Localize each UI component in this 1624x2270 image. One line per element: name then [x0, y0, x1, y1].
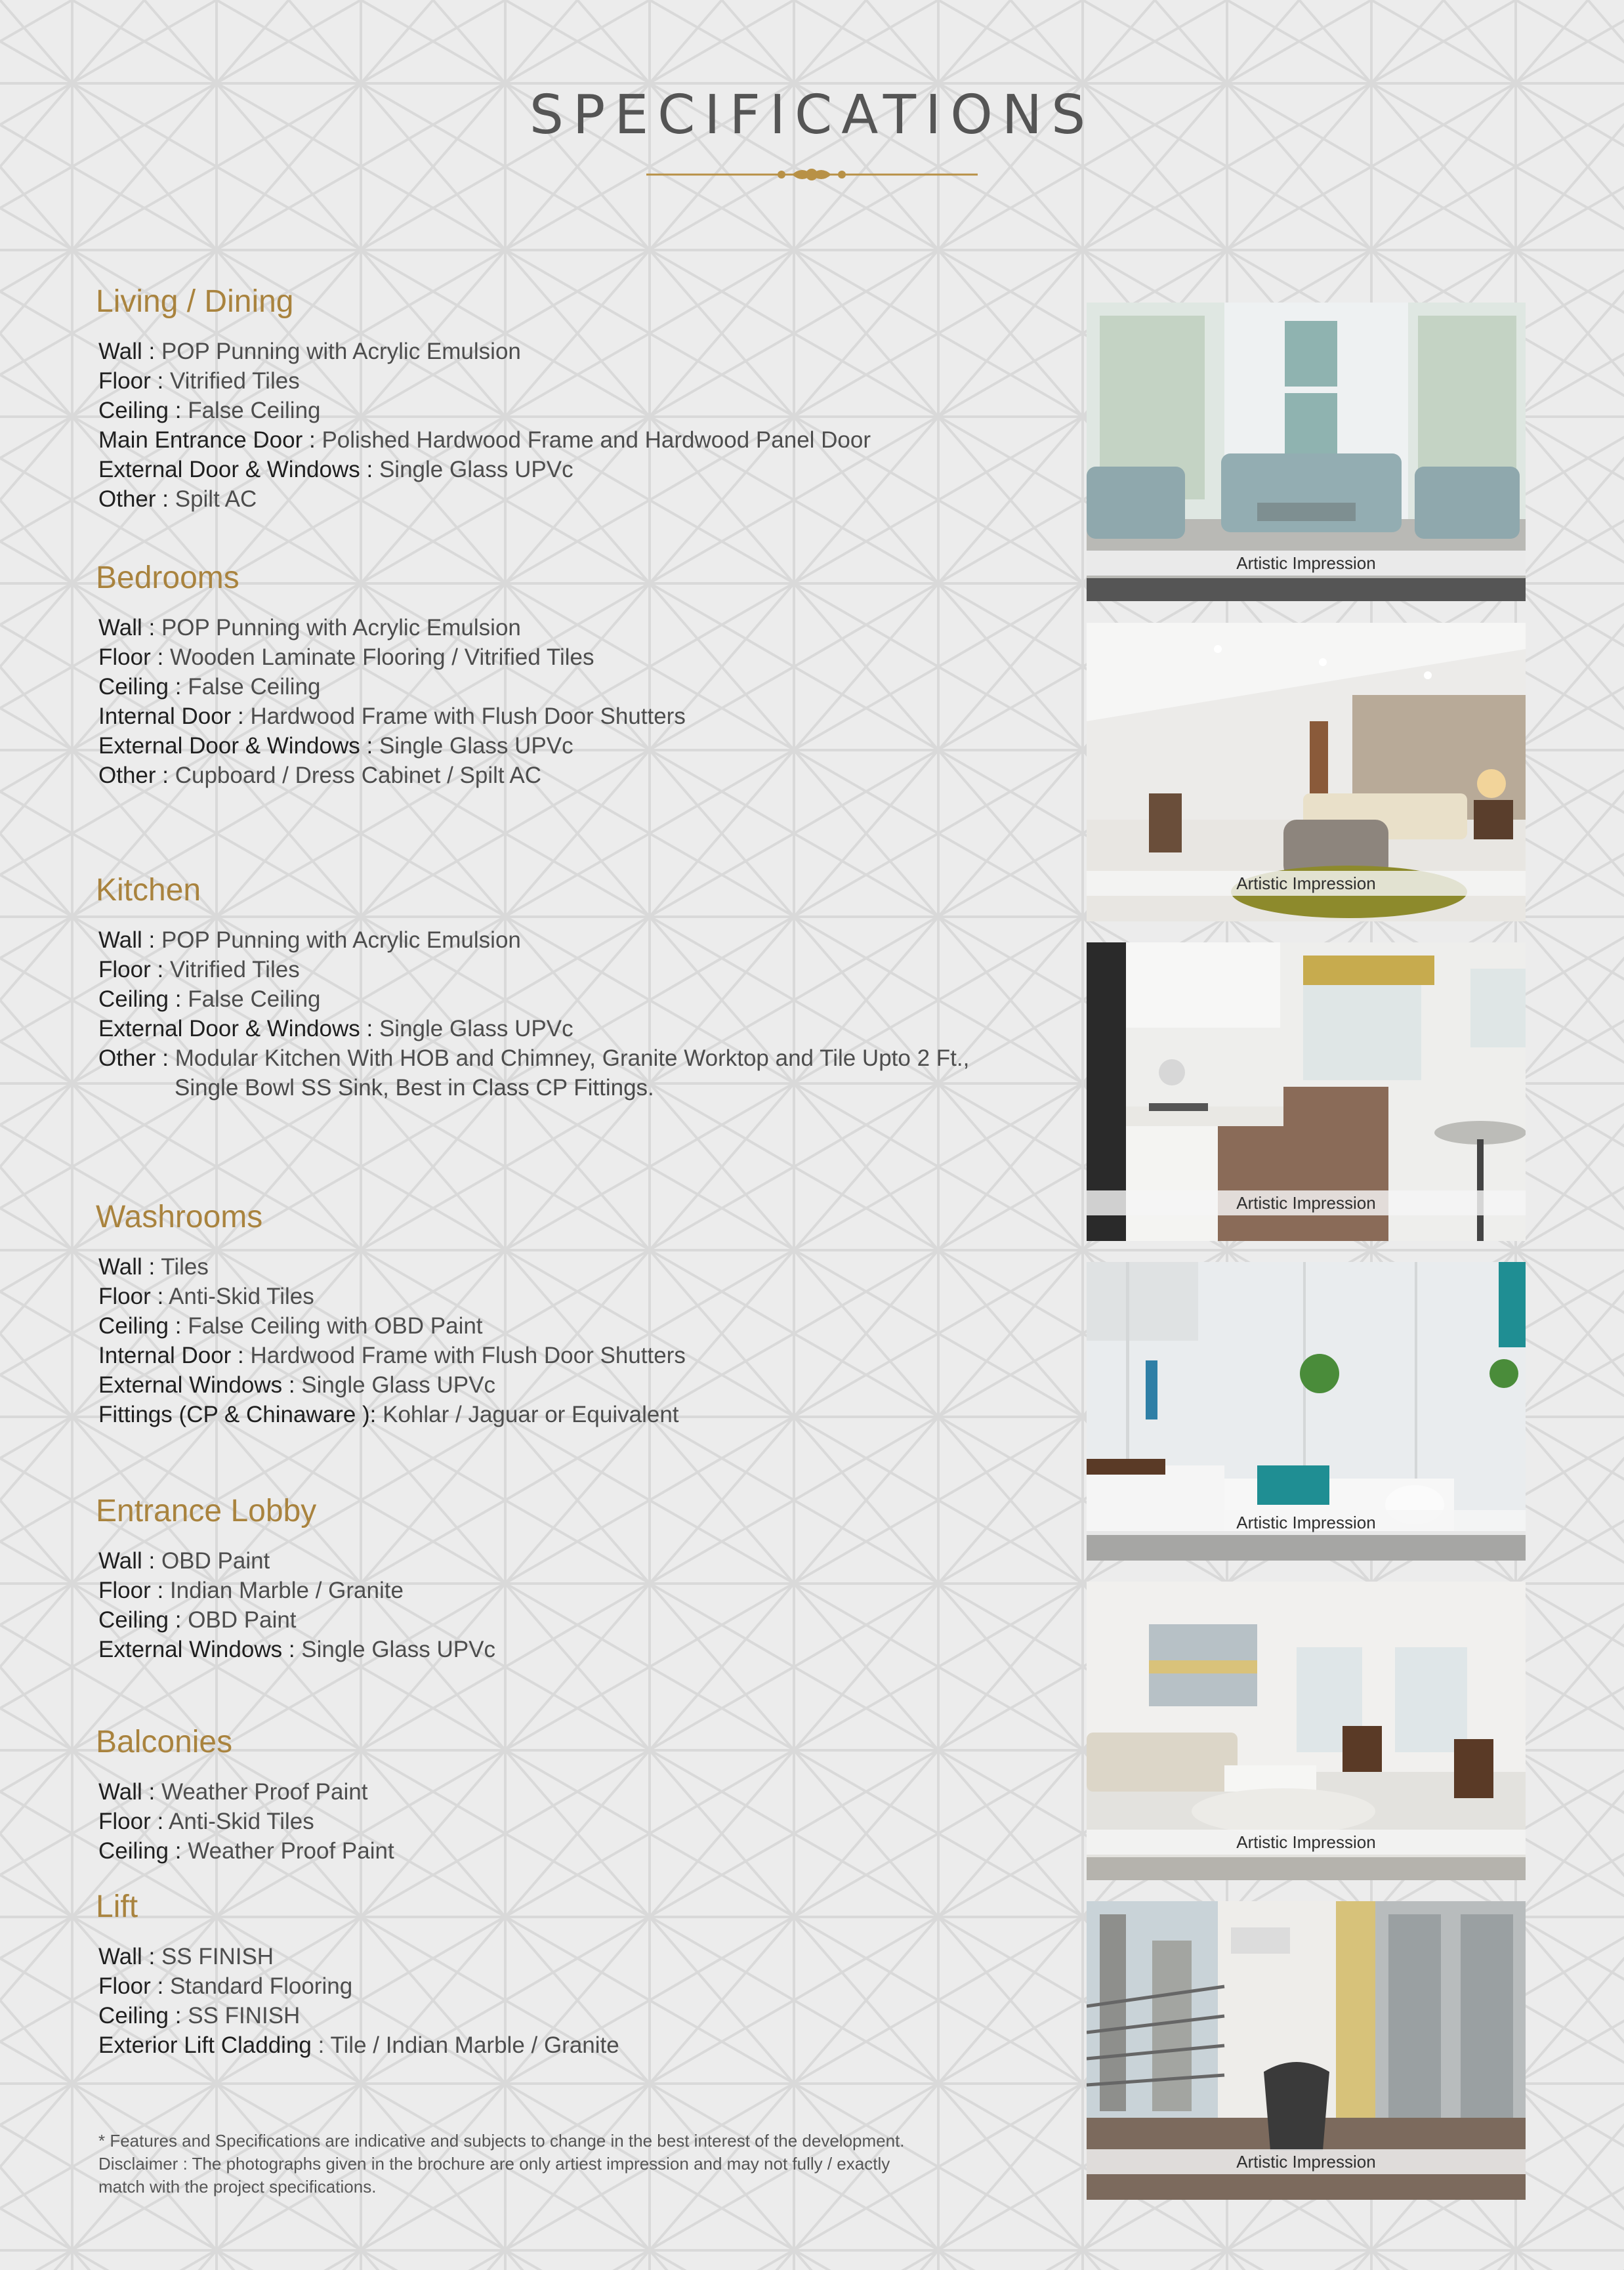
spec-line: Wall : Weather Proof Paint — [98, 1779, 368, 1805]
section-heading: Bedrooms — [96, 560, 239, 595]
photo-caption: Artistic Impression — [1087, 2149, 1526, 2174]
spec-line: External Door & Windows : Single Glass UPVc — [98, 457, 573, 482]
spec-line: Ceiling : Weather Proof Paint — [98, 1838, 394, 1864]
photo-caption: Artistic Impression — [1087, 1510, 1526, 1535]
spec-line: Ceiling : False Ceiling — [98, 398, 321, 423]
section-lift — [96, 1889, 1028, 2060]
spec-line: Internal Door : Hardwood Frame with Flush Door Shutters — [98, 704, 686, 729]
photo-lounge — [1087, 1582, 1526, 1880]
photo-living-room — [1087, 303, 1526, 601]
spec-line: Floor : Standard Flooring — [98, 1973, 353, 1999]
spec-line: Ceiling : False Ceiling — [98, 674, 321, 700]
section-bedrooms — [96, 560, 1028, 790]
section-heading: Living / Dining — [96, 284, 294, 319]
section-heading: Washrooms — [96, 1200, 263, 1234]
footnote-line: match with the project specifications. — [98, 2177, 377, 2196]
photo-bedroom — [1087, 623, 1526, 921]
spec-line: Wall : SS FINISH — [98, 1944, 274, 1969]
spec-line: Wall : POP Punning with Acrylic Emulsion — [98, 927, 521, 953]
spec-line: Wall : POP Punning with Acrylic Emulsion — [98, 615, 521, 641]
section-heading: Lift — [96, 1889, 138, 1924]
footnote-line: Disclaimer : The photographs given in the brochure are only artiest impression and may not fully / exactly — [98, 2154, 890, 2174]
spec-line: Fittings (CP & Chinaware ): Kohlar / Jaguar or Equivalent — [98, 1402, 679, 1427]
footnote — [98, 2130, 1030, 2198]
spec-line: Wall : POP Punning with Acrylic Emulsion — [98, 339, 521, 364]
spec-line: Floor : Anti-Skid Tiles — [98, 1284, 314, 1309]
section-living-dining — [96, 284, 1028, 514]
spec-line: External Door & Windows : Single Glass UPVc — [98, 733, 573, 759]
section-heading: Entrance Lobby — [96, 1494, 317, 1528]
spec-line: External Windows : Single Glass UPVc — [98, 1372, 495, 1398]
spec-line: Other : Cupboard / Dress Cabinet / Spilt AC — [98, 763, 542, 788]
photo-caption: Artistic Impression — [1087, 1830, 1526, 1855]
section-washrooms — [96, 1199, 1028, 1429]
spec-line: External Windows : Single Glass UPVc — [98, 1637, 495, 1662]
section-heading: Kitchen — [96, 873, 201, 908]
photo-washroom — [1087, 1262, 1526, 1561]
footnote-line: * Features and Specifications are indicative and subjects to change in the best interest of the development. — [98, 2131, 905, 2151]
section-balconies — [96, 1724, 1028, 1866]
spec-line: Floor : Vitrified Tiles — [98, 957, 300, 982]
spec-line: Floor : Indian Marble / Granite — [98, 1578, 404, 1603]
section-heading: Balconies — [96, 1725, 233, 1759]
photo-kitchen — [1087, 942, 1526, 1241]
spec-line: Wall : Tiles — [98, 1254, 209, 1280]
spec-line: Floor : Vitrified Tiles — [98, 368, 300, 394]
spec-line: Floor : Anti-Skid Tiles — [98, 1809, 314, 1834]
spec-line: Ceiling : False Ceiling — [98, 986, 321, 1012]
section-kitchen — [96, 872, 1028, 1103]
spec-line: Other : Spilt AC — [98, 486, 257, 512]
spec-line: Internal Door : Hardwood Frame with Flush Door Shutters — [98, 1343, 686, 1368]
spec-line: Exterior Lift Cladding : Tile / Indian Marble / Granite — [98, 2032, 619, 2058]
spec-line: Ceiling : False Ceiling with OBD Paint — [98, 1313, 483, 1339]
spec-line: Ceiling : OBD Paint — [98, 1607, 297, 1633]
photo-caption: Artistic Impression — [1087, 1190, 1526, 1215]
spec-line: Wall : OBD Paint — [98, 1548, 270, 1574]
spec-line: External Door & Windows : Single Glass UPVc — [98, 1016, 573, 1041]
spec-line: Main Entrance Door : Polished Hardwood Frame and Hardwood Panel Door — [98, 427, 871, 453]
spec-line-continuation: Single Bowl SS Sink, Best in Class CP Fittings. — [175, 1075, 654, 1101]
spec-line: Ceiling : SS FINISH — [98, 2003, 301, 2028]
photo-balcony — [1087, 1901, 1526, 2200]
spec-line: Floor : Wooden Laminate Flooring / Vitrified Tiles — [98, 644, 594, 670]
title-ornament — [646, 161, 978, 188]
section-entrance-lobby — [96, 1493, 1028, 1664]
photo-caption: Artistic Impression — [1087, 871, 1526, 896]
photo-caption: Artistic Impression — [1087, 551, 1526, 576]
page-title: SPECIFICATIONS — [529, 84, 1095, 146]
spec-line: Other : Modular Kitchen With HOB and Chimney, Granite Worktop and Tile Upto 2 Ft., — [98, 1045, 970, 1071]
